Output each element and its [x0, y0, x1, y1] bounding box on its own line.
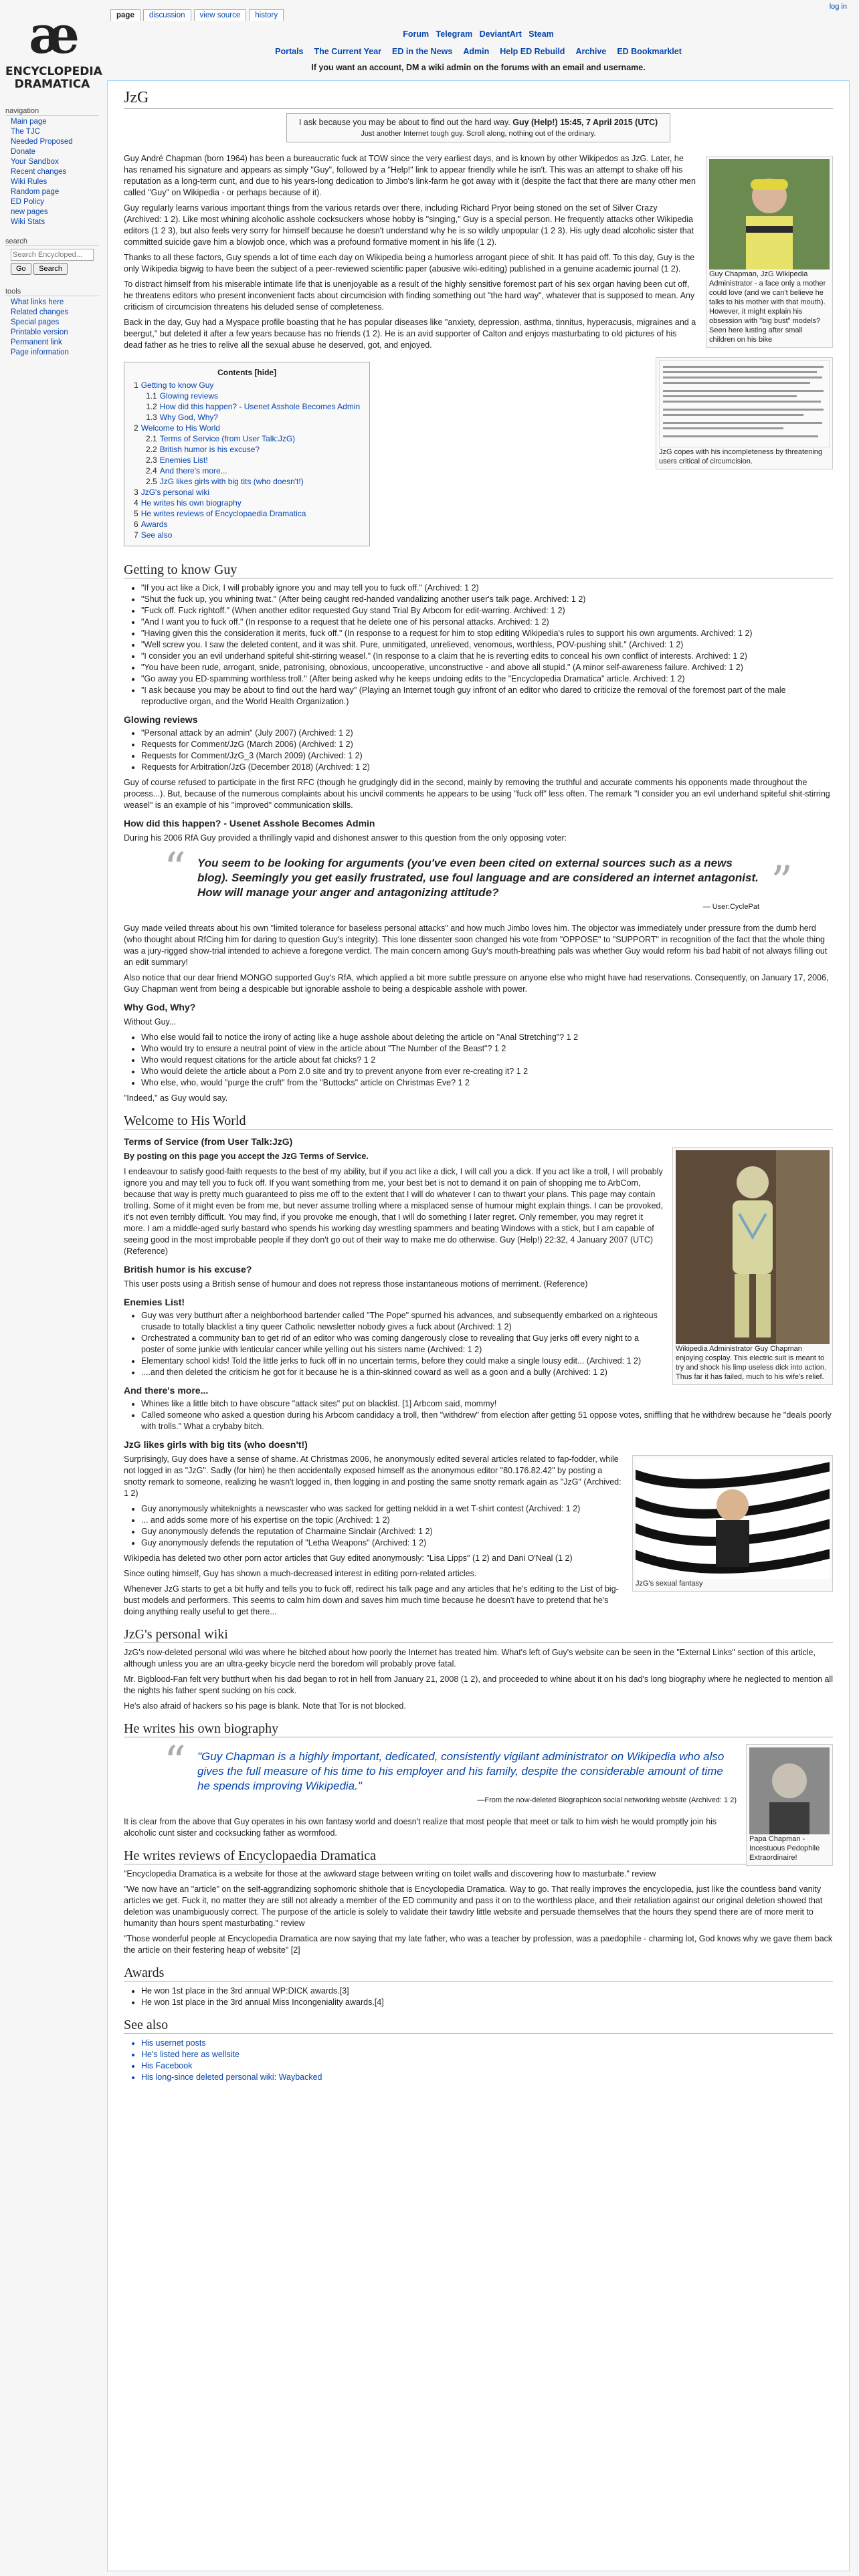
site-logo[interactable]: æ ENCYCLOPEDIA DRAMATICA	[5, 5, 102, 91]
toc-number: 2	[134, 423, 138, 433]
toc-item[interactable]	[134, 498, 360, 508]
deviantart-link[interactable]: DeviantArt	[479, 29, 522, 39]
go-button[interactable]: Go	[11, 263, 31, 275]
topnav-link[interactable]: Portals	[275, 47, 304, 56]
login-link[interactable]: log in	[829, 3, 847, 11]
toc-link[interactable]: Awards	[140, 520, 168, 529]
heading-tos: Terms of Service (from User Talk:JzG)	[124, 1136, 293, 1147]
tos-bold: By posting on this page you accept the JzG Terms of Service.	[124, 1152, 369, 1161]
hatnote-quote: I ask because you may be about to find out the hard way.	[298, 118, 510, 127]
list-item: • Orchestrated a community ban to get rid of an editor who was coming dangerously close to revealing that Guy jerks off every night to a poster of some junkie with lenticular cancer while yelling out his sisters name (Archived: 1 2)	[141, 1333, 833, 1356]
toc-link[interactable]: Glowing reviews	[159, 391, 219, 401]
cosplay-photo[interactable]	[676, 1150, 830, 1344]
heading-awards: Awards	[124, 1965, 833, 1981]
thumb-sexual-fantasy	[632, 1455, 833, 1592]
review-paragraph1: "Encyclopedia Dramatica is a website for those at the awkward stage between writing on toilet walls and discovering how to masturbate." review	[124, 1869, 656, 1879]
toc-number: 4	[134, 498, 138, 508]
list-item: • Called someone who asked a question during his Arbcom candidacy a troll, then "withdrew" from election after getting 51 oppose votes, sniffling that he withdrew because he "deals poorly with trolls." What a crybaby bitch.	[141, 1410, 833, 1432]
list-item: • "Shut the fuck up, you whining twat." (After being caught red-handed vandalizing another user's talk page. Archived: 1 2)	[141, 594, 833, 605]
more-list	[141, 1398, 833, 1432]
navigation-list	[5, 117, 99, 227]
list-item: • Elementary school kids! Told the little jerks to fuck off in no uncertain terms, before they could make a single lousy edit... (Archived: 1 2)	[141, 1356, 833, 1367]
thumb-guy-bike	[706, 156, 833, 348]
review-paragraph2: "We now have an "article" on the self-aggrandizing sophomoric shithole that is Encyclopedia Dramatica. Way to go. That really improves the encyclopedia, just like the countless band vanity articles we get. Fuck it, no matter they are still not already a member of the ED community and pass it on to the worthless place, and their retaliation against our original deletion showed that deletion was unambiguously correct. The purpose of the article is solely to validate their tawdry little website and persuade themselves that the hours they spend there are of more merit to humanity than hours spent masturbating." review	[124, 1885, 823, 1928]
why-intro: Without Guy...	[124, 1017, 177, 1027]
list-item: • Guy anonymously defends the reputation of Charmaine Sinclair (Archived: 1 2)	[141, 1526, 833, 1537]
sidebar-nav-item[interactable]: Needed Proposed	[11, 138, 73, 146]
list-item: • Guy anonymously whiteknights a newscaster who was sacked for getting nekkid in a wet T-shirt contest (Archived: 1 2)	[141, 1503, 833, 1515]
toc-item[interactable]	[134, 433, 360, 444]
toc-item[interactable]	[134, 380, 360, 391]
heading-see-also: See also	[124, 2018, 833, 2034]
glow-paragraph: Guy of course refused to participate in the first RFC (though he grudgingly did in the second, mainly by removing the truthful and accurate comments his opponents made throughout the process...). But, because of the numerous complaints about his uncivil comments he appears to be using "fuck off" less often. The remark "I consider you an evil underhand spiteful shit-stirring weasel" is an example of his "improved" communication skills.	[124, 778, 830, 810]
toc-link[interactable]: Why God, Why?	[159, 413, 219, 422]
wiki-paragraph3: He's also afraid of hackers so his page is blank. Note that Tor is not blocked.	[124, 1701, 406, 1711]
sexual-fantasy-image[interactable]	[636, 1459, 830, 1579]
toc-item[interactable]	[134, 444, 360, 455]
toc-number: 1.3	[146, 413, 157, 422]
heading-enemies: Enemies List!	[124, 1297, 185, 1307]
toc-title: Contents [hide]	[217, 368, 277, 377]
tos-paragraph: I endeavour to satisfy good-faith requests to the best of my ability, but if you act like a dick, I will call you a dick. If you act like a troll, I will probably ignore you and may tell you to fuck off. If you want something from me, your best bet is not to demand it on pain of shopping me to ArbCom, because that way is pretty much guaranteed to piss me off to the extent that I will do whatever I can to thwart your plans. This page may contain trolling. Some of it might even be from me, but never assume trolling where a misplaced sense of humour might explain things. I can be provoked, it's not even terribly difficult. You may find, if you provoke me enough, that I will do something I later regret. Only remember, you may regret it more. I am a middle-aged surly bastard who spends his working day wrestling spammers and beating Windows with a stick, but I am capable of seeing good in the most improbable people if they don't go out of their way to make me do otherwise. Guy (Help!) 22:32, 4 January 2007 (UTC) (Reference)	[124, 1167, 663, 1256]
sidebar-nav-item[interactable]: Your Sandbox	[11, 158, 59, 166]
toc-number: 3	[134, 488, 138, 497]
quote2-text: "Guy Chapman is a highly important, dedicated, consistently vigilant administrator on Wikipedia who also gives the full measure of his time to his employer and his family, despite the considerable amount of time he spends improving Wikipedia."	[197, 1750, 725, 1792]
heading-big-tits: JzG likes girls with big tits (who doesn't!)	[124, 1439, 308, 1450]
list-item: • "If you act like a Dick, I will probably ignore you and may tell you to fuck off." (Archived: 1 2)	[141, 582, 833, 594]
list-item: • Requests for Comment/JzG_3 (March 2009) (Archived: 1 2)	[141, 750, 833, 762]
list-item: • "Well screw you. I saw the deleted content, and it was shit. Pure, unmitigated, unrelieved, venomous, worthless, POV-pushing shit." (Archived: 1 2)	[141, 639, 833, 651]
intro-p1: Guy André Chapman (born 1964) has been a bureaucratic fuck at TOW since the very earliest days, and is known by other Wikipedos as JzG. Later, he has renamed his signature and appears as simply "Guy", followed by a "Help!" link to appear friendly while he isn't. This was an attempt to shake off his reputation as a long-term cunt, and due to his years-long dedication to Jimbo's link-farm he got away with it (despite the fact that there are many other men called "Guy" on Wikipedia - or perhaps because of it).	[124, 154, 696, 197]
tab-view-source[interactable]: view source	[194, 9, 247, 21]
intro-p5: Back in the day, Guy had a Myspace profile boasting that he has popular diseases like "anxiety, depression, asthma, tinnitus, hyperacusis, migraines and a beergut," but deleted it after a few years because has no friends (1 2). He is an avid supporter of Calton and enjoys masturbating to old pictures of his dead father as he tries to relive all the sexual abuse he deserved, got, and enjoyed.	[124, 318, 696, 350]
thumb3-caption: Wikipedia Administrator Guy Chapman enjoying cosplay. This electric suit is meant to try and shock his limp useless dick into action. Thus far it has failed, much to his wife's relief.	[676, 1345, 826, 1381]
list-item: • Guy was very butthurt after a neighborhood bartender called "The Pope" spurned his advances, and subsequently embarked on a righteous crusade to totally blacklist a tiny queer Catholic newsletter nobody gives a fuck about (Archived: 1 2)	[141, 1310, 833, 1333]
toc-number: 7	[134, 530, 138, 540]
toc-number: 2.4	[146, 466, 157, 475]
sidebar-tool-item[interactable]: What links here	[11, 298, 64, 306]
toc-item[interactable]	[134, 465, 360, 476]
toc-item[interactable]	[134, 423, 360, 433]
topnav-link[interactable]: ED in the News	[392, 47, 453, 56]
topnav-row2	[110, 47, 846, 56]
thumb5-caption: Papa Chapman - Incestuous Pedophile Extraordinaire!	[749, 1835, 820, 1862]
toc-link[interactable]: He writes reviews of Encyclopaedia Dramatica	[140, 509, 306, 518]
papa-chapman-photo[interactable]	[749, 1747, 830, 1834]
heading-british-humor: British humor is his excuse?	[124, 1264, 252, 1275]
tits-paragraph4: Whenever JzG starts to get a bit huffy and tells you to fuck off, redirect his talk page and any articles that he's editing to the List of big-bust models and performers. This seems to calm him down and saves him much time because he doesn't have to pretend that he's doing anything really useful to get there...	[124, 1584, 619, 1616]
hatnote-subtitle: Just another Internet tough guy. Scroll along, nothing out of the ordinary.	[361, 130, 596, 138]
hatnote	[286, 113, 670, 142]
heading-welcome-world: Welcome to His World	[124, 1113, 833, 1130]
wiki-paragraph1: JzG's now-deleted personal wiki was where he bitched about how poorly the Internet has treated him. What's left of Guy's website can be seen in the "External Links" section of this article, although unless you are an ultra-geeky bicycle nerd the boredom will probably prove fatal.	[124, 1648, 816, 1669]
guy-bike-photo[interactable]	[709, 159, 830, 270]
open-quote-icon: “	[164, 844, 186, 893]
toc-item[interactable]	[134, 455, 360, 465]
toc-item[interactable]	[134, 401, 360, 412]
toc-item[interactable]	[134, 487, 360, 498]
heading-why-god: Why God, Why?	[124, 1002, 196, 1012]
list-item: • "Go away you ED-spamming worthless troll." (After being asked why he keeps undoing edits to the "Encyclopedia Dramatica" article. Archived: 1 2)	[141, 673, 833, 685]
account-notice: If you want an account, DM a wiki admin on the forums with an email and username.	[311, 63, 646, 72]
sidebar-nav-item[interactable]: Wiki Rules	[11, 178, 47, 186]
thumb-circumcision	[656, 357, 833, 469]
list-item: • Who would try to ensure a neutral point of view in the article about "The Number of the Beast"? 1 2	[141, 1043, 833, 1055]
tits-paragraph2: Wikipedia has deleted two other porn actor articles that Guy edited anonymously: "Lisa Lipps" (1 2) and Dani O'Neal (1 2)	[124, 1553, 573, 1563]
how-paragraph2: Guy made veiled threats about his own "limited tolerance for baseless personal attacks" and how much Jimbo loves him. The objector was immediately under pressure from the dumb herd (who thought about RfCing him for daring to question Guy's integrity). This lone dissenter soon changed his vote from "OPPOSE" to "SUPPORT" in recognition of the fact that the whole thing was a jury-rigged show-trial intended to achieve a foregone verdict. The main concern among Guy's mouth-breathing pals was whether Guy would reform his bad habit of not always filling out an edit summary!	[124, 924, 828, 967]
toc-link[interactable]: And there's more...	[159, 466, 227, 475]
how-paragraph: During his 2006 RfA Guy provided a thrillingly vapid and dishonest answer to this question from the only opposing voter:	[124, 833, 567, 843]
telegram-link[interactable]: Telegram	[436, 29, 473, 39]
topnav-row1	[110, 29, 846, 39]
sidebar-nav-item[interactable]: Donate	[11, 148, 36, 156]
toc-item[interactable]	[134, 412, 360, 423]
why-end: "Indeed," as Guy would say.	[124, 1093, 228, 1103]
quote1-text: You seem to be looking for arguments (you've even been cited on external sources such as a news blog). Seemingly you get easily frustrated, use foul language and are considered an internet antagonist. How will manage your anger and antagonizing attitude?	[197, 857, 759, 899]
wiki-paragraph2: Mr. Bigblood-Fan felt very butthurt when his dad began to rot in hell from January 21, 2008 (1 2), and proceeded to whine about it on his dad's long biography where he neglected to mention all the nights his father spent sucking on his cock.	[124, 1675, 833, 1695]
sidebar-nav-item[interactable]: Recent changes	[11, 168, 67, 176]
list-item: • Who would delete the article about a Porn 2.0 site and try to prevent anyone from ever re-creating it? 1 2	[141, 1066, 833, 1077]
quote2-attribution: —From the now-deleted Biographicon social networking website (Archived: 1 2)	[477, 1796, 737, 1804]
toc-link[interactable]: How did this happen? - Usenet Asshole Becomes Admin	[159, 402, 361, 411]
steam-link[interactable]: Steam	[529, 29, 554, 39]
toc-number: 2.5	[146, 477, 157, 486]
heading-getting-to-know: Getting to know Guy	[124, 562, 833, 578]
see-also-list	[141, 2038, 833, 2083]
page-tabs	[110, 9, 284, 21]
navigation-portlet	[5, 107, 99, 227]
list-item: • Who would request citations for the article about fat chicks? 1 2	[141, 1055, 833, 1066]
sidebar-tool-item[interactable]: Printable version	[11, 328, 68, 336]
list-item: • ....and then deleted the criticism he got for it because he is a thin-skinned coward as well as a goon and a bully (Archived: 1 2)	[141, 1367, 833, 1378]
quote1-attribution: — User:CyclePat	[702, 903, 759, 911]
sidebar-nav-item[interactable]: new pages	[11, 208, 48, 216]
list-item: • Requests for Comment/JzG (March 2006) (Archived: 1 2)	[141, 739, 833, 750]
list-item: • "And I want you to fuck off." (In response to a request that he delete one of his personal attacks. Archived: 1 2)	[141, 617, 833, 628]
see-also-link[interactable]: • His usernet posts	[141, 2038, 833, 2049]
list-item: • Who else would fail to notice the irony of acting like a huge asshole about deleting the article on "Anal Stretching"? 1 2	[141, 1032, 833, 1043]
sidebar-nav-item[interactable]: ED Policy	[11, 198, 44, 206]
list-item: • "Personal attack by an admin" (July 2007) (Archived: 1 2)	[141, 728, 833, 739]
tab-history[interactable]: history	[249, 9, 284, 21]
sidebar-nav-item[interactable]: The TJC	[11, 128, 40, 136]
heading-glowing-reviews: Glowing reviews	[124, 714, 198, 725]
sidebar-tool-item[interactable]: Permanent link	[11, 338, 62, 346]
toc-number: 2.3	[146, 455, 157, 465]
list-item: • "Fuck off. Fuck rightoff." (When another editor requested Guy stand Trial By Arbcom for edit-warring. Archived: 1 2)	[141, 605, 833, 617]
awards-list	[141, 1985, 833, 2008]
search-portlet	[5, 237, 99, 275]
toc-item[interactable]	[134, 476, 360, 487]
search-button[interactable]: Search	[33, 263, 68, 275]
heading-more: And there's more...	[124, 1385, 209, 1396]
toc-link[interactable]: Welcome to His World	[140, 423, 220, 433]
topnav-link[interactable]: Help ED Rebuild	[500, 47, 565, 56]
toc-number: 1.2	[146, 402, 157, 411]
sidebar-nav-item[interactable]: Main page	[11, 118, 47, 126]
toc-link[interactable]: He writes his own biography	[140, 498, 242, 508]
why-list	[141, 1032, 833, 1089]
topnav-link[interactable]: ED Bookmarklet	[617, 47, 682, 56]
toc-number: 1.1	[146, 391, 157, 401]
close-quote-icon: ”	[771, 857, 793, 907]
table-of-contents	[124, 362, 370, 546]
toc-link[interactable]: Getting to know Guy	[140, 381, 214, 390]
know-list	[141, 582, 833, 708]
search-input[interactable]	[11, 249, 94, 261]
sidebar-tool-item[interactable]: Page information	[11, 348, 69, 356]
list-item: • Guy anonymously defends the reputation of "Letha Weapons" (Archived: 1 2)	[141, 1537, 833, 1549]
toc-link[interactable]: Terms of Service (from User Talk:JzG)	[159, 434, 296, 443]
tab-discussion[interactable]: discussion	[143, 9, 191, 21]
list-item: • ... and adds some more of his expertise on the topic (Archived: 1 2)	[141, 1515, 833, 1526]
intro-p4: To distract himself from his miserable intimate life that is unenjoyable as a result of the highly sensitive foremost part of his sex organ having been cut off, he threatens editors who present inconvenient facts about circumcision with finding something out "the hard way", whatever that is supposed to mean. Any criticism of circumcision threatens his deluded sense of completeness.	[124, 280, 695, 312]
review-paragraph3: "Those wonderful people at Encyclopedia Dramatica are now saying that my late father, who was a teacher by profession, was a paedophile - charming lot, God knows why we gave them back the article on their festering heap of website" [2]	[124, 1934, 833, 1955]
tits-paragraph: Surprisingly, Guy does have a sense of shame. At Christmas 2006, he anonymously edited several articles related to fap-fodder, while not logged in as "JzG". Sadly (for him) he then accidentally exposed himself as the anonymous editor "80.176.82.42" by posting a snotty remark to someone, realizing he wasn't logged in, then logging in and posting the same snotty remark again as "JzG" (Archived: 1 2)	[124, 1455, 622, 1498]
sidebar-tool-item[interactable]: Special pages	[11, 318, 60, 326]
tools-list	[5, 298, 99, 358]
heading-biography: He writes his own biography	[124, 1721, 833, 1737]
see-also-link[interactable]: • His Facebook	[141, 2060, 833, 2072]
list-item: • Requests for Arbitration/JzG (December 2018) (Archived: 1 2)	[141, 762, 833, 773]
toc-item[interactable]	[134, 519, 360, 530]
main-content	[107, 80, 850, 2571]
tools-heading: tools	[5, 288, 99, 296]
hatnote-signature: Guy (Help!) 15:45, 7 April 2015 (UTC)	[512, 118, 658, 127]
heading-reviews-ed: He writes reviews of Encyclopaedia Dramatica	[124, 1848, 833, 1864]
toc-link[interactable]: British humor is his excuse?	[159, 445, 260, 454]
list-item: • He won 1st place in the 3rd annual Miss Incongeniality awards.[4]	[141, 1997, 833, 2008]
topnav-link[interactable]: The Current Year	[314, 47, 382, 56]
forum-link[interactable]: Forum	[403, 29, 430, 39]
see-also-link[interactable]: • His long-since deleted personal wiki: Waybacked	[141, 2072, 833, 2083]
thumb2-caption: JzG copes with his incompleteness by threatening users critical of circumcision.	[659, 448, 822, 465]
intro-p3: Thanks to all these factors, Guy spends a lot of time each day on Wikipedia being a humorless arrogant piece of shit. It has paid off. To this day, Guy is the only Wikipedia bigwig to have been the subject of a peer-reviewed scientific paper (abusive wiki-editing) published in a genuine academic journal (1 2).	[124, 253, 695, 274]
tits-paragraph3: Since outing himself, Guy has shown a much-decreased interest in editing porn-related articles.	[124, 1569, 477, 1578]
toc-number: 6	[134, 520, 138, 529]
search-heading: search	[5, 237, 99, 246]
toc-link[interactable]: Enemies List!	[159, 455, 208, 465]
toc-number: 1	[134, 381, 138, 390]
toc-link[interactable]: JzG's personal wiki	[140, 488, 210, 497]
topnav-link[interactable]: Admin	[463, 47, 490, 56]
navigation-heading: navigation	[5, 107, 99, 116]
toc-number: 2.2	[146, 445, 157, 454]
tab-page[interactable]: page	[110, 9, 140, 21]
sidebar-nav-item[interactable]: Random page	[11, 188, 60, 196]
how-paragraph3: Also notice that our dear friend MONGO supported Guy's RfA, which applied a bit more subtle pressure on anyone else who might have had reservations. Consequently, on January 17, 2006, Guy Chapman went from being a despicable but ignorable asshole to being a despicable asshole with power.	[124, 973, 829, 994]
brit-paragraph: This user posts using a British sense of humour and does not repress those instantaneous motions of merriment. (Reference)	[124, 1279, 588, 1289]
thumb-cosplay	[672, 1147, 833, 1385]
tools-portlet	[5, 288, 99, 358]
bio-paragraph: It is clear from the above that Guy operates in his own fantasy world and doesn't realize that most people that meet or talk to him wish he would promptly join his alcoholic cunt sister and cocksucking father as wormfood.	[124, 1817, 717, 1838]
list-item: • "I ask because you may be about to find out the hard way" (Playing an Internet tough guy infront of an editor who dared to criticize the removal of the foremost part of the male reproductive organ, and the World Health Organization.)	[141, 685, 833, 708]
toc-item[interactable]	[134, 530, 360, 540]
glow-list	[141, 728, 833, 773]
page-title: JzG	[124, 89, 833, 109]
sidebar-tool-item[interactable]: Related changes	[11, 308, 69, 316]
open-quote-icon-2: “	[164, 1737, 186, 1787]
cyclepat-quote	[164, 844, 793, 911]
list-item: • Whines like a little bitch to have obscure "attack sites" put on blacklist. [1] Arbcom said, mommy!	[141, 1398, 833, 1410]
thumb4-caption: JzG's sexual fantasy	[636, 1580, 703, 1588]
toc-number: 2.1	[146, 434, 157, 443]
toc-number: 5	[134, 509, 138, 518]
heading-personal-wiki: JzG's personal wiki	[124, 1627, 833, 1643]
toc-link[interactable]: JzG likes girls with big tits (who doesn't!)	[159, 477, 304, 486]
list-item: • He won 1st place in the 3rd annual WP:DICK awards.[3]	[141, 1985, 833, 1997]
circumcision-screenshot[interactable]	[659, 360, 830, 447]
intro-p2: Guy regularly learns various important things from the various retards over there, including Richard Pryor being stoned on the set of Silver Crazy (Archived: 1 2). Like most whining alcoholic asshole cocksuckers whose hobby is "singing," Guy is a special person. He frequently attacks other Wikipedia editors (1 2 3), but also feels very sorry for himself because he doesn't understand why he is so wildly unpopular (1 2 3). His ugly dead alcoholic sister that committed suicide gave him a blowjob once, which was a profound formative moment in his life (1 2).	[124, 203, 694, 247]
list-item: • "Having given this the consideration it merits, fuck off." (In response to a request for him to stop editing Wikipedia's rules to support his own arguments. Archived: 1 2)	[141, 628, 833, 639]
biography-quote	[164, 1737, 759, 1804]
list-item: • "You have been rude, arrogant, snide, patronising, obnoxious, uncooperative, unconstructive - and above all stupid." (A minor self-awareness failure. Archived: 1 2)	[141, 662, 833, 673]
see-also-link[interactable]: • He's listed here as wellsite	[141, 2049, 833, 2060]
thumb1-caption: Guy Chapman, JzG Wikipedia Administrator - a face only a mother could love (and we can't believe he talks to his mother with that mouth). However, it might explain his obsession with "big bust" models? Seen here lusting after small children on his bike	[709, 270, 826, 344]
toc-item[interactable]	[134, 391, 360, 401]
toc-link[interactable]: See also	[140, 530, 173, 540]
toc-list	[134, 380, 360, 540]
toc-item[interactable]	[134, 508, 360, 519]
list-item: • Who else, who, would "purge the cruft" from the "Buttocks" article on Christmas Eve? 1 2	[141, 1077, 833, 1089]
topnav-link[interactable]: Archive	[575, 47, 607, 56]
list-item: • "I consider you an evil underhand spiteful shit-stirring weasel." (In response to a claim that he is reverting edits to conceal his own conflict of interests. Archived: 1 2)	[141, 651, 833, 662]
heading-how-did-this-happen: How did this happen? - Usenet Asshole Becomes Admin	[124, 818, 375, 829]
sidebar-nav-item[interactable]: Wiki Stats	[11, 218, 45, 226]
